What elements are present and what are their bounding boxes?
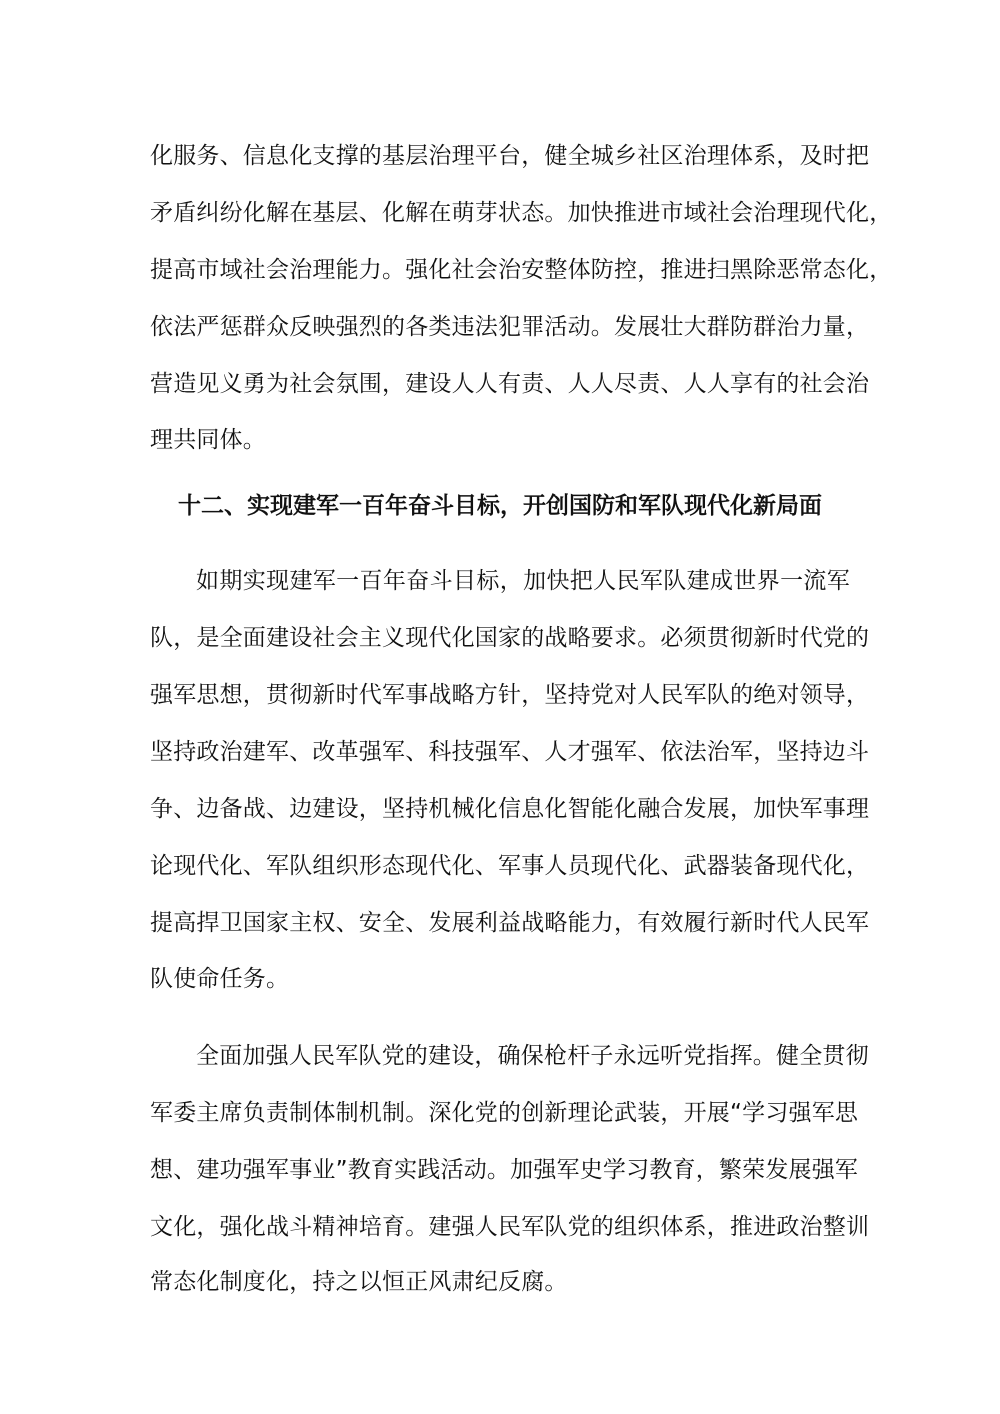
paragraph-2-line-3: 强军思想，贯彻新时代军事战略方针，坚持党对人民军队的绝对领导， xyxy=(150,682,870,708)
paragraph-3-line-1: 全面加强人民军队党的建设，确保枪杆子永远听党指挥。健全贯彻 xyxy=(196,1043,869,1069)
paragraph-1-line-3: 提高市域社会治理能力。强化社会治安整体防控，推进扫黑除恶常态化， xyxy=(150,257,893,283)
section-heading: 十二、实现建军一百年奋斗目标，开创国防和军队现代化新局面 xyxy=(178,493,822,519)
paragraph-2-line-5: 争、边备战、边建设，坚持机械化信息化智能化融合发展，加快军事理 xyxy=(150,796,870,822)
paragraph-1-line-2: 矛盾纠纷化解在基层、化解在萌芽状态。加快推进市域社会治理现代化， xyxy=(150,200,893,226)
paragraph-3-line-3: 想、建功强军事业”教育实践活动。加强军史学习教育，繁荣发展强军 xyxy=(150,1157,859,1183)
paragraph-1-line-4: 依法严惩群众反映强烈的各类违法犯罪活动。发展壮大群防群治力量， xyxy=(150,314,870,340)
paragraph-1-line-5: 营造见义勇为社会氛围，建设人人有责、人人尽责、人人享有的社会治 xyxy=(150,371,870,397)
paragraph-2-line-4: 坚持政治建军、改革强军、科技强军、人才强军、依法治军，坚持边斗 xyxy=(150,739,870,765)
paragraph-3-line-5: 常态化制度化，持之以恒正风肃纪反腐。 xyxy=(150,1269,568,1295)
paragraph-2-line-7: 提高捍卫国家主权、安全、发展利益战略能力，有效履行新时代人民军 xyxy=(150,910,870,936)
paragraph-2-line-2: 队，是全面建设社会主义现代化国家的战略要求。必须贯彻新时代党的 xyxy=(150,625,870,651)
paragraph-1-line-6: 理共同体。 xyxy=(150,427,266,453)
paragraph-2-line-6: 论现代化、军队组织形态现代化、军事人员现代化、武器装备现代化， xyxy=(150,853,870,879)
paragraph-1-line-1: 化服务、信息化支撑的基层治理平台，健全城乡社区治理体系，及时把 xyxy=(150,143,870,169)
paragraph-2-line-8: 队使命任务。 xyxy=(150,966,290,992)
paragraph-3-line-2: 军委主席负责制体制机制。深化党的创新理论武装，开展“学习强军思 xyxy=(150,1100,859,1126)
paragraph-3-line-4: 文化，强化战斗精神培育。建强人民军队党的组织体系，推进政治整训 xyxy=(150,1214,870,1240)
paragraph-2-line-1: 如期实现建军一百年奋斗目标，加快把人民军队建成世界一流军 xyxy=(196,568,850,594)
